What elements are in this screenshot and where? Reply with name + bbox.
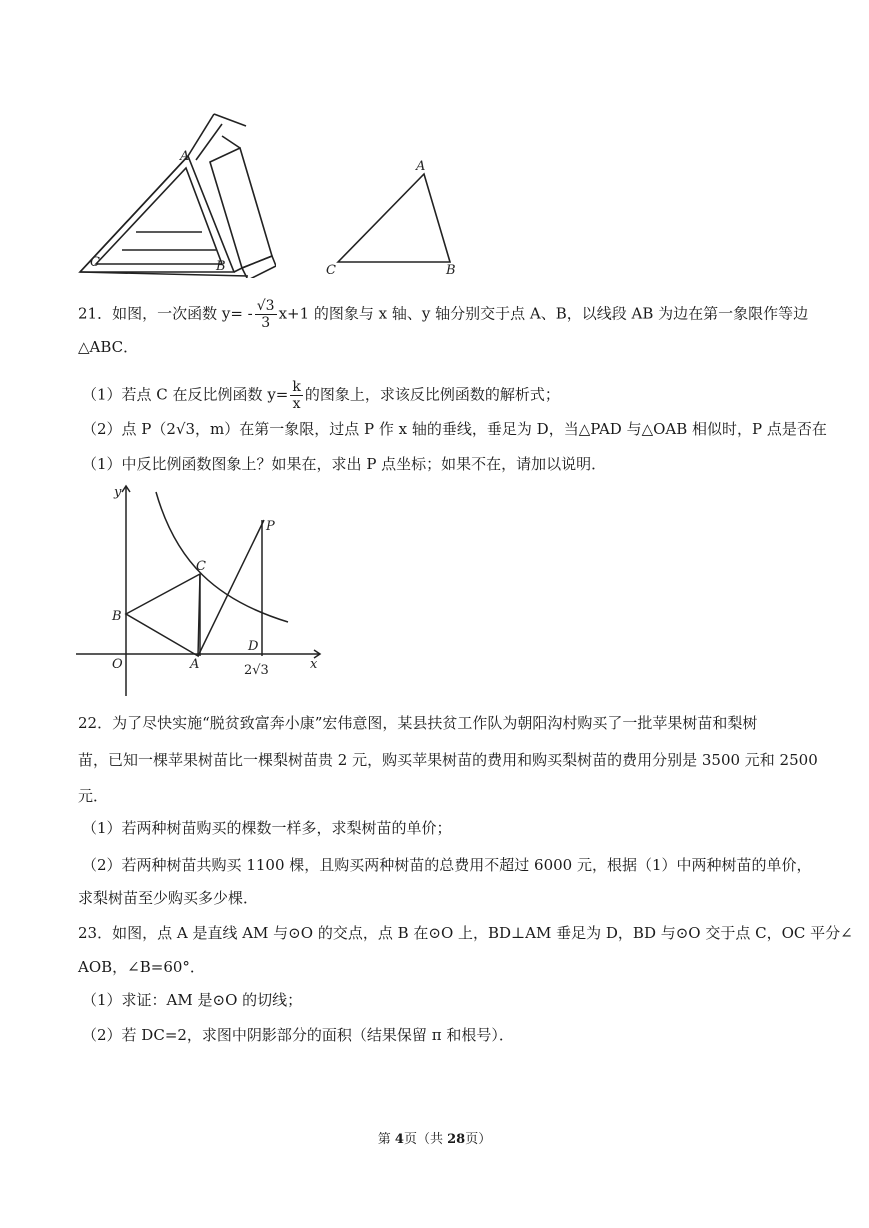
fig21-label-b: B [112,609,122,624]
q21-part2-line1: （2）点 P（2√3，m）在第一象限，过点 P 作 x 轴的垂线，垂足为 D，当△PAD 与△OAB 相似时，P 点是否在 [82,420,827,438]
fig21-label-x: x [310,657,318,672]
q23-line1: 23．如图，点 A 是直线 AM 与⊙O 的交点，点 B 在⊙O 上，BD⊥AM 垂足为 D，BD 与⊙O 交于点 C，OC 平分∠ [78,924,853,942]
q22-line3: 元． [78,787,109,805]
fig21-label-d-coord: 2√3 [244,663,269,678]
q21-p1-fraction: $\frac{k}{x}$ [292,379,301,412]
page-footer: 第 4页（共 28页） [377,1132,492,1147]
figure-q20-left [76,108,276,278]
q21-fraction: $\frac{√3}{3}$ [256,298,275,331]
q21-part1: （1）若点 C 在反比例函数 y= $\frac{k}{x}$ 的图象上，求该反比例函数的解析式； [82,379,560,412]
q22-part1: （1）若两种树苗购买的棵数一样多，求梨树苗的单价； [82,819,452,837]
q22-line1: 22．为了尽快实施“脱贫致富奔小康”宏伟意图，某县扶贫工作队为朝阳沟村购买了一批苹果树苗和梨树 [78,714,758,732]
q22-part2-line1: （2）若两种树苗共购买 1100 棵，且购买两种树苗的总费用不超过 6000 元，根据（1）中两种树苗的单价， [82,856,812,874]
q21-part2-line2: （1）中反比例函数图象上？如果在，求出 P 点坐标；如果不在，请加以说明． [82,455,607,473]
figure-q20-right [324,156,474,278]
fig21-label-o: O [112,657,123,672]
fig21-label-a: A [190,657,200,672]
q21-line1: 21．如图，一次函数 y= - $\frac{√3}{3}$ x+1 的图象与 x 轴、y 轴分别交于点 A、B，以线段 AB 为边在第一象限作等边 [78,298,809,331]
fig21-label-c: C [196,559,206,574]
fig20-right-label-b: B [446,263,456,278]
fig20-left-label-b: B [216,259,226,274]
q23-part2: （2）若 DC=2，求图中阴影部分的面积（结果保留 π 和根号）． [82,1026,514,1044]
q22-part2-line2: 求梨树苗至少购买多少棵． [78,889,259,907]
fig21-label-d: D [248,639,259,654]
fig21-label-y: y [114,485,122,500]
fig20-right-label-c: C [326,263,336,278]
q22-line2: 苗，已知一棵苹果树苗比一棵梨树苗贵 2 元，购买苹果树苗的费用和购买梨树苗的费用分别是 3500 元和 2500 [78,751,818,769]
q23-part1: （1）求证：AM 是⊙O 的切线； [82,991,303,1009]
fig20-left-label-c: C [90,255,100,270]
total-pages: 28 [447,1132,466,1147]
q23-line2: AOB，∠B=60°． [78,958,205,976]
fig21-label-p: P [266,519,275,534]
q21-line2: △ABC． [78,338,139,356]
fig20-left-label-a: A [180,149,190,164]
page-number: 4 [394,1132,404,1147]
fig20-right-label-a: A [416,159,426,174]
figure-q21 [76,482,326,702]
